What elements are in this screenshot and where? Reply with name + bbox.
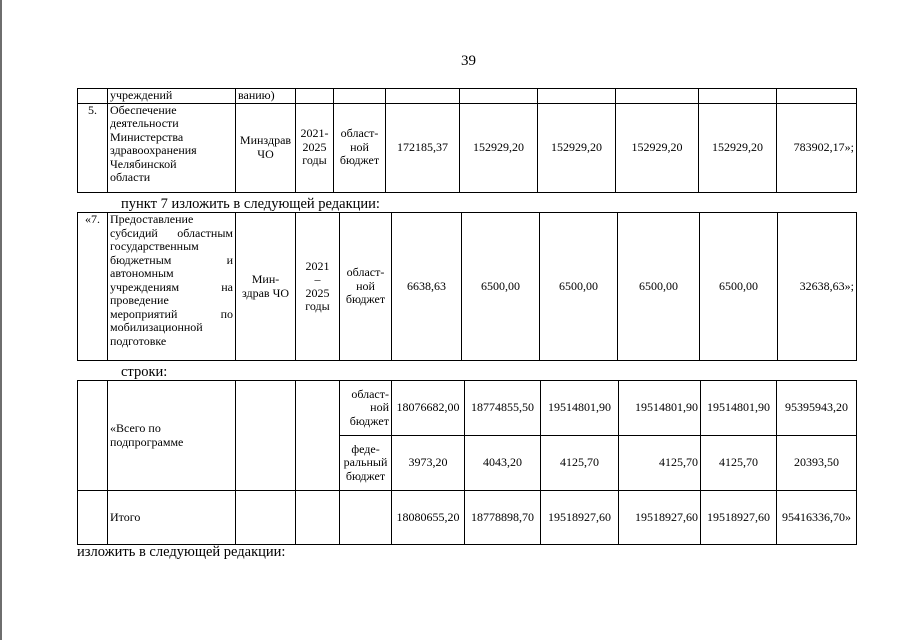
instruction-bottom: изложить в следующей редакции:	[77, 544, 286, 560]
table-item-7	[77, 212, 857, 361]
cell-value: 152929,20	[699, 103, 777, 192]
cell-value: 6500,00	[618, 213, 700, 361]
cell-source: област- ной бюджет	[340, 213, 392, 361]
cell-total: 20393,50	[777, 436, 857, 491]
table-row-itogo	[78, 491, 857, 545]
cell-number: 5.	[78, 103, 108, 192]
cell-value: 6500,00	[462, 213, 540, 361]
cell-name: Предоставление субсидий областным государственным бюджетным и автономным учреждениям на проведение мероприятий по мобилизационной подготовке	[108, 213, 236, 361]
cell-source: феде- ральный бюджет	[340, 436, 392, 491]
cell-value: 4125,70	[541, 436, 619, 491]
cell-value: 18774855,50	[465, 381, 541, 436]
cell-source: област- ной бюджет	[334, 103, 386, 192]
cell-value: 152929,20	[616, 103, 699, 192]
cell-total: 95416336,70»	[777, 491, 857, 545]
instruction-stroki: строки:	[121, 364, 168, 380]
cell-value: 152929,20	[538, 103, 616, 192]
cell-value: 19518927,60	[541, 491, 619, 545]
cell-value: 4125,70	[701, 436, 777, 491]
cell-period: 2021 – 2025 годы	[296, 213, 340, 361]
table-totals	[77, 380, 857, 545]
cell-value: 19518927,60	[701, 491, 777, 545]
table-row-7	[78, 213, 857, 361]
page-edge-line	[0, 0, 2, 640]
cell-value: 3973,20	[392, 436, 465, 491]
table-item-5	[77, 88, 857, 193]
cell-source: област- ной бюджет	[340, 381, 392, 436]
cell-value: 18778898,70	[465, 491, 541, 545]
cell-value: 18076682,00	[392, 381, 465, 436]
table-row-5	[78, 103, 857, 192]
page-number: 39	[461, 53, 476, 69]
cell-value: 18080655,20	[392, 491, 465, 545]
cell-name: Обеспечение деятельности Министерства здравоохранения Челябинской области	[108, 103, 236, 192]
cell-value: 6638,63	[392, 213, 462, 361]
cell-value: 4043,20	[465, 436, 541, 491]
table-row-regional	[78, 381, 857, 436]
instruction-punkt7: пункт 7 изложить в следующей редакции:	[121, 196, 380, 212]
cell-total-label: «Всего по подпрограмме	[108, 381, 236, 491]
cell-total: 95395943,20	[777, 381, 857, 436]
cell-value: 6500,00	[700, 213, 778, 361]
cell-number: «7.	[78, 213, 108, 361]
cell-name-cont: учреждений	[108, 89, 236, 104]
cell-total: 32638,63»;	[778, 213, 857, 361]
cell-value: 19514801,90	[541, 381, 619, 436]
cell-executor: Минздрав ЧО	[236, 103, 296, 192]
cell-value: 19514801,90	[701, 381, 777, 436]
cell-value: 19518927,60	[619, 491, 701, 545]
cell-value: 19514801,90	[619, 381, 701, 436]
cell-period: 2021- 2025 годы	[296, 103, 334, 192]
table-row-continuation	[78, 89, 857, 104]
cell-total: 783902,17»;	[777, 103, 857, 192]
cell-exec-cont: ванию)	[236, 89, 296, 104]
cell-value: 172185,37	[386, 103, 460, 192]
cell-value: 4125,70	[619, 436, 701, 491]
cell-value: 6500,00	[540, 213, 618, 361]
cell-executor: Мин- здрав ЧО	[236, 213, 296, 361]
cell-itogo-label: Итого	[108, 491, 236, 545]
cell-value: 152929,20	[460, 103, 538, 192]
